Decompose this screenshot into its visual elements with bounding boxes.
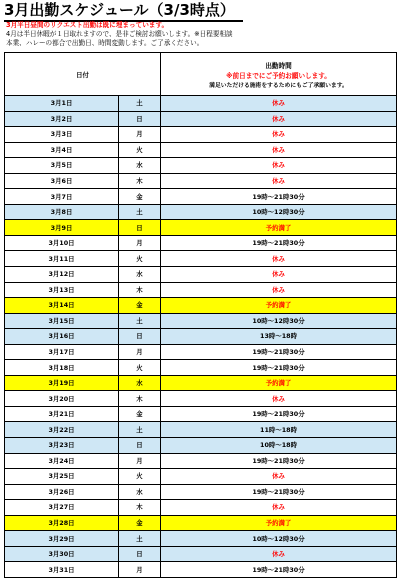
time-cell: 休み bbox=[161, 158, 397, 174]
weekday-cell: 土 bbox=[119, 204, 161, 220]
weekday-cell: 日 bbox=[119, 220, 161, 236]
weekday-cell: 土 bbox=[119, 313, 161, 329]
date-cell: 3月12日 bbox=[5, 267, 119, 283]
table-row bbox=[5, 220, 397, 236]
date-cell: 3月11日 bbox=[5, 251, 119, 267]
table-row bbox=[5, 360, 397, 376]
weekday-cell: 金 bbox=[119, 189, 161, 205]
table-row bbox=[5, 375, 397, 391]
table-row bbox=[5, 298, 397, 314]
date-column-header: 日付 bbox=[5, 53, 161, 96]
time-cell: 休み bbox=[161, 251, 397, 267]
weekday-cell: 木 bbox=[119, 173, 161, 189]
time-cell: 休み bbox=[161, 173, 397, 189]
time-cell: 予約満了 bbox=[161, 220, 397, 236]
weekday-cell: 金 bbox=[119, 406, 161, 422]
table-row bbox=[5, 189, 397, 205]
date-cell: 3月18日 bbox=[5, 360, 119, 376]
time-cell: 10時～12時30分 bbox=[161, 204, 397, 220]
table-row bbox=[5, 111, 397, 127]
page-title: 3月出勤スケジュール（3/3時点） bbox=[4, 0, 243, 22]
table-row bbox=[5, 562, 397, 578]
table-row bbox=[5, 438, 397, 454]
weekday-cell: 月 bbox=[119, 453, 161, 469]
notice-line-2: 4月は半日休暇が１日取れますので、是非ご検討お願いします。※日程要相談 bbox=[6, 30, 233, 38]
table-row bbox=[5, 158, 397, 174]
table-row bbox=[5, 531, 397, 547]
date-cell: 3月17日 bbox=[5, 344, 119, 360]
table-row bbox=[5, 422, 397, 438]
weekday-cell: 金 bbox=[119, 515, 161, 531]
date-cell: 3月15日 bbox=[5, 313, 119, 329]
table-row bbox=[5, 500, 397, 516]
table-row bbox=[5, 469, 397, 485]
weekday-cell: 日 bbox=[119, 546, 161, 562]
weekday-cell: 水 bbox=[119, 267, 161, 283]
table-row bbox=[5, 453, 397, 469]
date-cell: 3月31日 bbox=[5, 562, 119, 578]
date-cell: 3月1日 bbox=[5, 96, 119, 112]
time-cell: 予約満了 bbox=[161, 515, 397, 531]
weekday-cell: 月 bbox=[119, 127, 161, 143]
weekday-cell: 火 bbox=[119, 360, 161, 376]
date-cell: 3月24日 bbox=[5, 453, 119, 469]
weekday-cell: 水 bbox=[119, 375, 161, 391]
weekday-cell: 土 bbox=[119, 422, 161, 438]
weekday-cell: 日 bbox=[119, 438, 161, 454]
weekday-cell: 火 bbox=[119, 142, 161, 158]
time-cell: 10時～12時30分 bbox=[161, 313, 397, 329]
time-cell: 19時～21時30分 bbox=[161, 344, 397, 360]
weekday-cell: 火 bbox=[119, 251, 161, 267]
table-row bbox=[5, 546, 397, 562]
time-cell: 休み bbox=[161, 391, 397, 407]
time-cell: 19時～21時30分 bbox=[161, 189, 397, 205]
weekday-cell: 木 bbox=[119, 500, 161, 516]
weekday-cell: 木 bbox=[119, 282, 161, 298]
date-cell: 3月10日 bbox=[5, 235, 119, 251]
weekday-cell: 月 bbox=[119, 562, 161, 578]
table-row bbox=[5, 173, 397, 189]
table-header-row bbox=[5, 53, 397, 96]
table-row bbox=[5, 329, 397, 345]
date-cell: 3月13日 bbox=[5, 282, 119, 298]
date-cell: 3月26日 bbox=[5, 484, 119, 500]
time-cell: 19時～21時30分 bbox=[161, 562, 397, 578]
notice-line-1: 3月平日昼間のリクエスト出勤は既に埋まっています。 bbox=[6, 21, 169, 29]
date-cell: 3月5日 bbox=[5, 158, 119, 174]
time-cell: 休み bbox=[161, 96, 397, 112]
date-cell: 3月7日 bbox=[5, 189, 119, 205]
date-cell: 3月29日 bbox=[5, 531, 119, 547]
time-cell: 休み bbox=[161, 469, 397, 485]
time-cell: 19時～21時30分 bbox=[161, 360, 397, 376]
weekday-cell: 火 bbox=[119, 469, 161, 485]
time-cell: 休み bbox=[161, 127, 397, 143]
weekday-cell: 日 bbox=[119, 111, 161, 127]
date-cell: 3月9日 bbox=[5, 220, 119, 236]
time-cell: 19時～21時30分 bbox=[161, 453, 397, 469]
time-cell: 休み bbox=[161, 282, 397, 298]
table-row bbox=[5, 391, 397, 407]
time-cell: 19時～21時30分 bbox=[161, 406, 397, 422]
table-row bbox=[5, 251, 397, 267]
time-cell: 予約満了 bbox=[161, 375, 397, 391]
table-row bbox=[5, 267, 397, 283]
time-cell: 休み bbox=[161, 267, 397, 283]
time-cell: 19時～21時30分 bbox=[161, 484, 397, 500]
date-cell: 3月19日 bbox=[5, 375, 119, 391]
time-cell: 19時～21時30分 bbox=[161, 235, 397, 251]
time-cell: 13時～18時 bbox=[161, 329, 397, 345]
date-cell: 3月27日 bbox=[5, 500, 119, 516]
table-row bbox=[5, 235, 397, 251]
table-row bbox=[5, 204, 397, 220]
table-row bbox=[5, 515, 397, 531]
date-cell: 3月2日 bbox=[5, 111, 119, 127]
weekday-cell: 土 bbox=[119, 96, 161, 112]
weekday-cell: 土 bbox=[119, 531, 161, 547]
table-row bbox=[5, 282, 397, 298]
time-cell: 休み bbox=[161, 142, 397, 158]
weekday-cell: 木 bbox=[119, 391, 161, 407]
table-row bbox=[5, 313, 397, 329]
time-cell: 休み bbox=[161, 111, 397, 127]
table-row bbox=[5, 484, 397, 500]
date-cell: 3月14日 bbox=[5, 298, 119, 314]
date-cell: 3月25日 bbox=[5, 469, 119, 485]
weekday-cell: 水 bbox=[119, 158, 161, 174]
weekday-cell: 月 bbox=[119, 235, 161, 251]
date-cell: 3月6日 bbox=[5, 173, 119, 189]
date-cell: 3月16日 bbox=[5, 329, 119, 345]
date-cell: 3月22日 bbox=[5, 422, 119, 438]
date-cell: 3月8日 bbox=[5, 204, 119, 220]
weekday-cell: 日 bbox=[119, 329, 161, 345]
weekday-cell: 月 bbox=[119, 344, 161, 360]
date-cell: 3月30日 bbox=[5, 546, 119, 562]
weekday-cell: 金 bbox=[119, 298, 161, 314]
time-cell: 予約満了 bbox=[161, 298, 397, 314]
weekday-cell: 水 bbox=[119, 484, 161, 500]
table-row bbox=[5, 142, 397, 158]
time-header-note: 満足いただける施術をするためにもご了承願います。 bbox=[209, 82, 348, 89]
schedule-rows bbox=[5, 96, 397, 578]
date-cell: 3月4日 bbox=[5, 142, 119, 158]
date-cell: 3月21日 bbox=[5, 406, 119, 422]
date-cell: 3月20日 bbox=[5, 391, 119, 407]
table-row bbox=[5, 127, 397, 143]
time-header-reservation-note: ※前日までにご予約お願いします。 bbox=[226, 71, 331, 80]
date-cell: 3月23日 bbox=[5, 438, 119, 454]
table-row bbox=[5, 406, 397, 422]
time-cell: 11時～18時 bbox=[161, 422, 397, 438]
table-row bbox=[5, 344, 397, 360]
schedule-table bbox=[4, 52, 397, 578]
notice-line-3: 本業、ハレーの都合で出勤日、時間変動します。ご了承ください。 bbox=[6, 39, 204, 47]
time-cell: 休み bbox=[161, 546, 397, 562]
time-header-title: 出勤時間 bbox=[265, 61, 292, 70]
time-column-header bbox=[161, 53, 397, 96]
date-cell: 3月28日 bbox=[5, 515, 119, 531]
table-row bbox=[5, 96, 397, 112]
time-cell: 休み bbox=[161, 500, 397, 516]
time-cell: 10時～12時30分 bbox=[161, 531, 397, 547]
date-cell: 3月3日 bbox=[5, 127, 119, 143]
time-cell: 10時～18時 bbox=[161, 438, 397, 454]
